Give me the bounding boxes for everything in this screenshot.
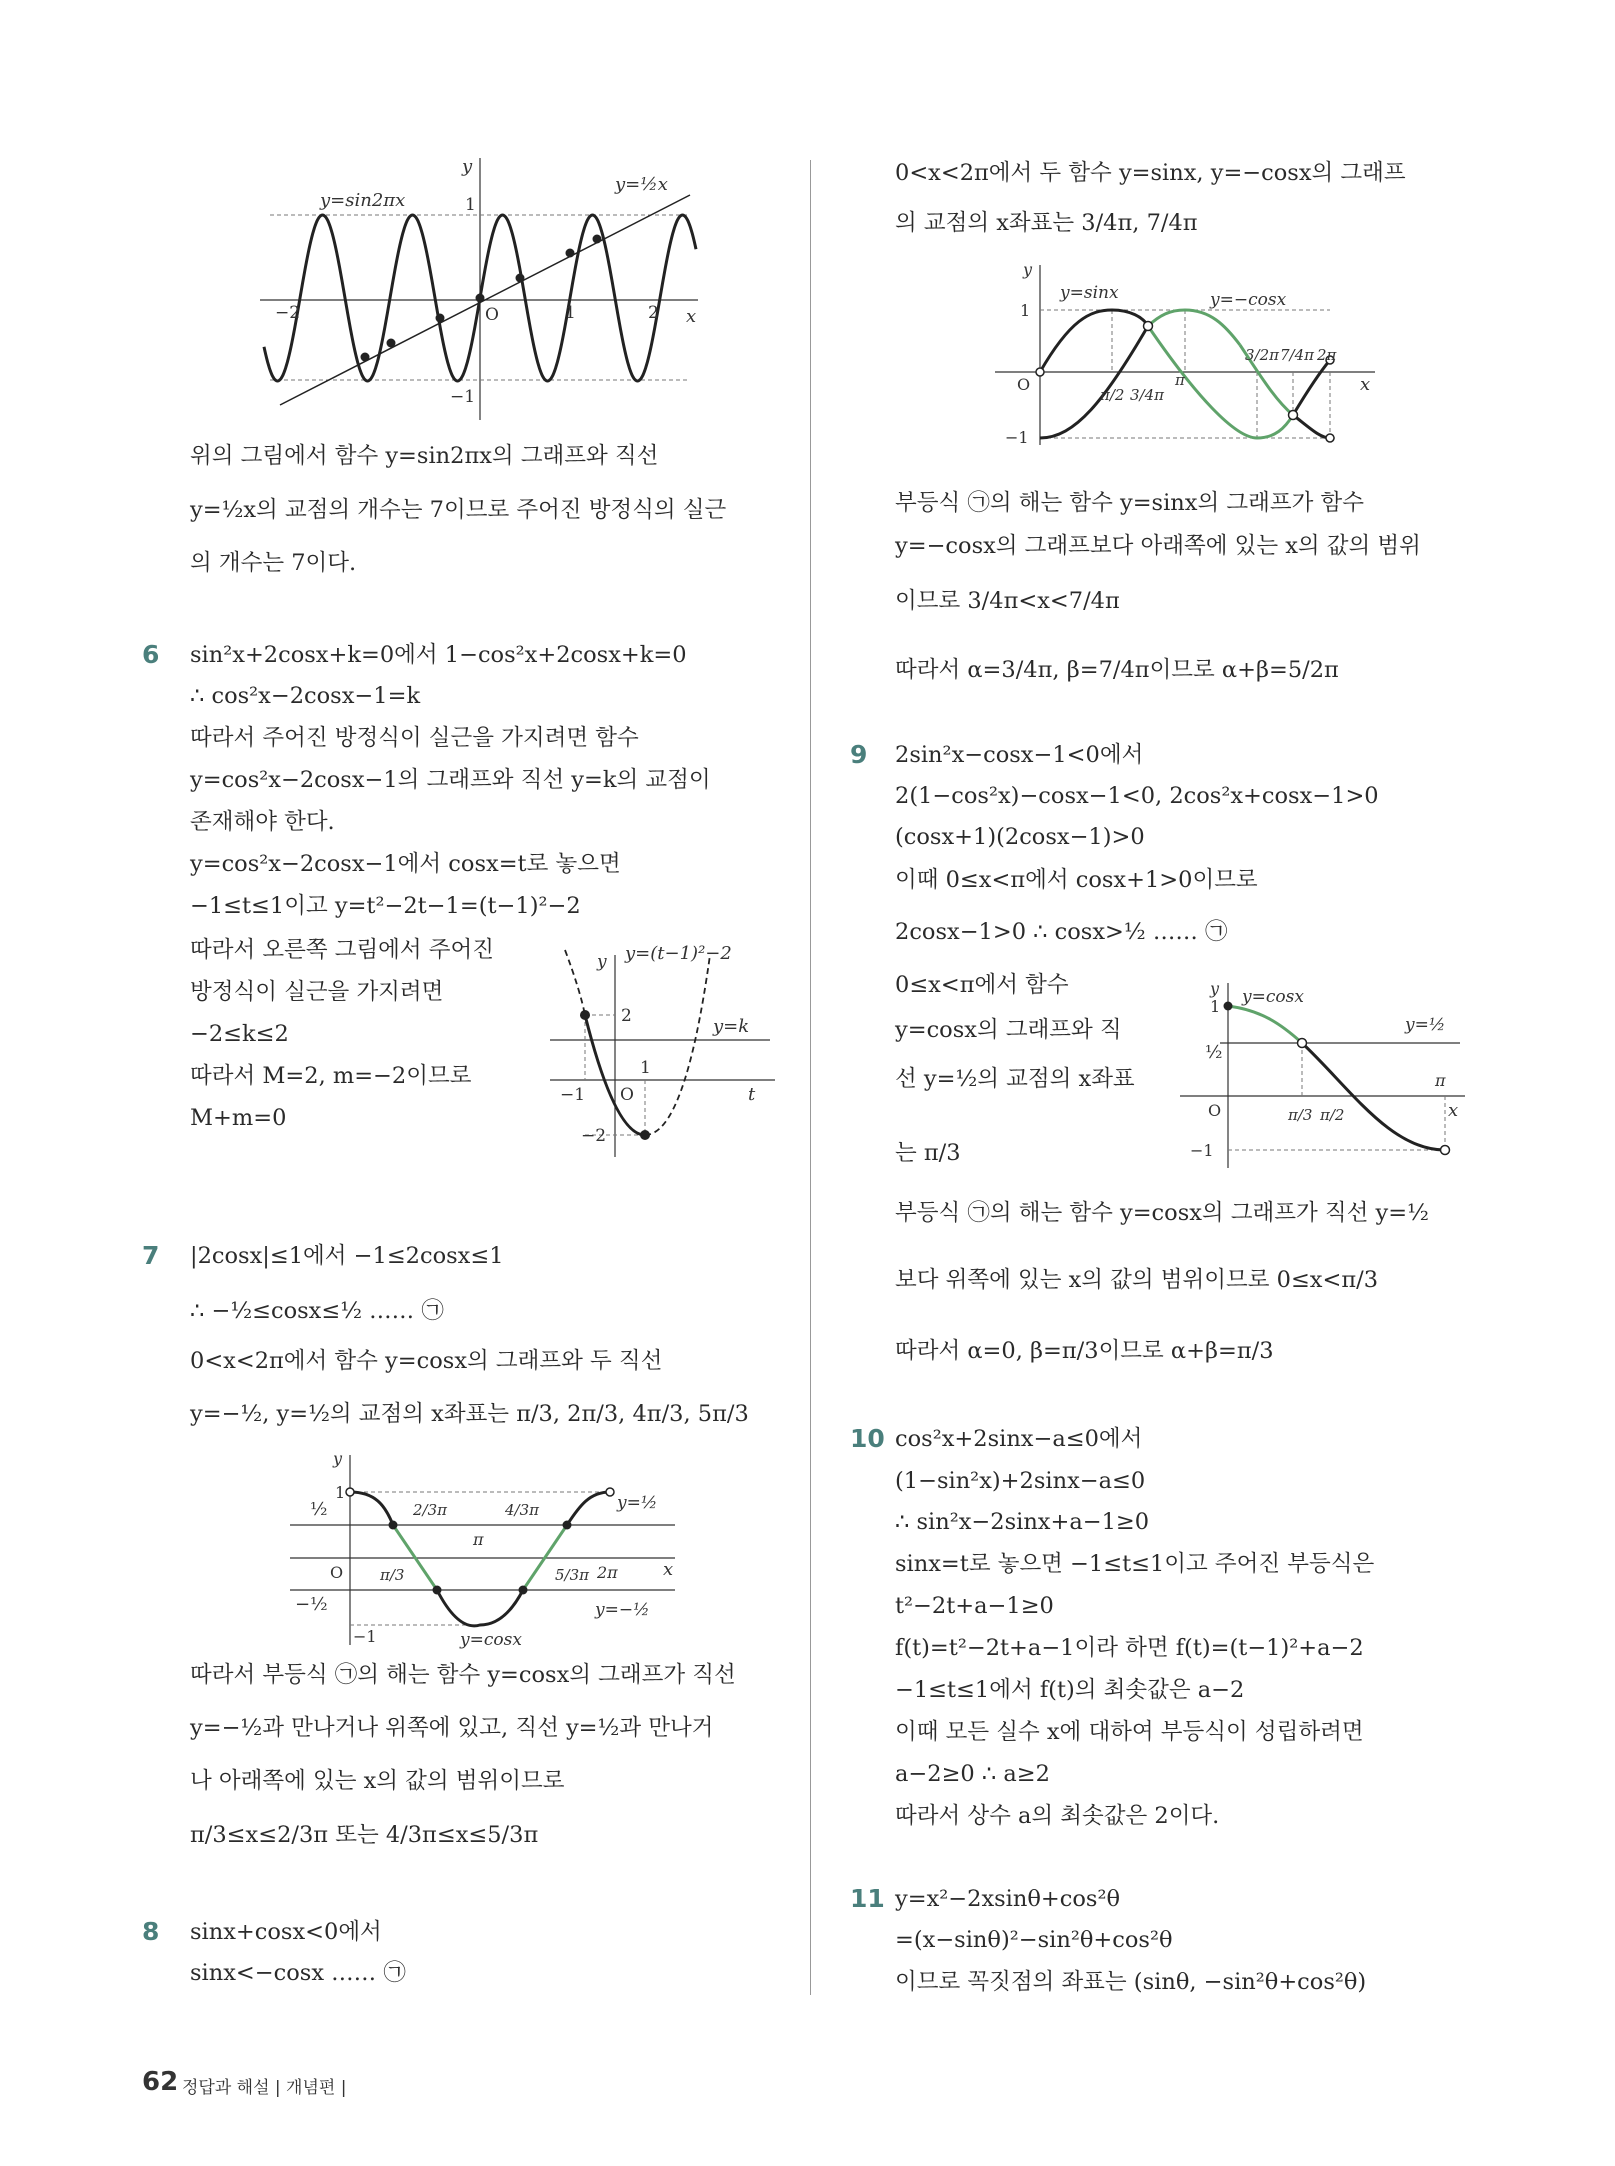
p8-line-2: sinx<−cosx …… ㉠	[190, 1960, 406, 1986]
p10-line-7: −1≤t≤1에서 f(t)의 최솟값은 a−2	[895, 1677, 1245, 1703]
p6-line-10: −2≤k≤2	[190, 1021, 289, 1047]
fig9-o: O	[1208, 1101, 1222, 1120]
p7-line-7: 나 아래쪽에 있는 x의 값의 범위이므로	[190, 1768, 565, 1794]
p8c-line-1: 0<x<2π에서 두 함수 y=sinx, y=−cosx의 그래프	[895, 160, 1406, 186]
p6-line-2: ∴ cos²x−2cosx−1=k	[190, 683, 421, 709]
fig1-x: x	[686, 306, 697, 327]
p6-line-6: y=cos²x−2cosx−1에서 cosx=t로 놓으면	[190, 851, 621, 877]
p9-line-3: (cosx+1)(2cosx−1)>0	[895, 824, 1145, 850]
fig9-y: y	[1210, 979, 1220, 998]
p8-line-1: sinx+cosx<0에서	[190, 1919, 382, 1945]
p6-line-8: 따라서 오른쪽 그림에서 주어진	[190, 937, 495, 963]
p9-line-1: 2sin²x−cosx−1<0에서	[895, 742, 1144, 768]
p9-line-8: 선 y=½의 교점의 x좌표	[895, 1066, 1135, 1092]
fig6-neg-one: −1	[560, 1085, 586, 1105]
figure-sin2pix	[260, 150, 700, 420]
p9-line-4: 이때 0≤x<π에서 cosx+1>0이므로	[895, 867, 1258, 893]
p6-line-1: sin²x+2cosx+k=0에서 1−cos²x+2cosx+k=0	[190, 642, 687, 668]
fig8-y: y	[1023, 260, 1033, 279]
fig9-half: ½	[1205, 1042, 1223, 1063]
footer-text: 정답과 해설 | 개념편 |	[182, 2078, 347, 2098]
p10-line-8: 이때 모든 실수 x에 대하여 부등식이 성립하려면	[895, 1719, 1364, 1745]
problem-8-number: 8	[142, 1917, 160, 1946]
p9-line-6: 0≤x<π에서 함수	[895, 972, 1069, 998]
fig1-x-one: 1	[565, 303, 576, 323]
p7-line-4: y=−½, y=½의 교점의 x좌표는 π/3, 2π/3, 4π/3, 5π/3	[190, 1401, 749, 1427]
fig8-ncos-label: y=−cosx	[1210, 290, 1287, 310]
p8c-line-6: 따라서 α=3/4π, β=7/4π이므로 α+β=5/2π	[895, 657, 1339, 683]
p9-line-11: 보다 위쪽에 있는 x의 값의 범위이므로 0≤x<π/3	[895, 1267, 1379, 1293]
p7-line-2: ∴ −½≤cosx≤½ …… ㉠	[190, 1298, 444, 1324]
fig9-one: 1	[1210, 997, 1221, 1016]
fig6-o: O	[620, 1085, 634, 1105]
problem-7-number: 7	[142, 1241, 160, 1270]
fig8-sin-label: y=sinx	[1060, 283, 1119, 303]
fig7-o: O	[330, 1563, 344, 1582]
p7-line-1: |2cosx|≤1에서 −1≤2cosx≤1	[190, 1243, 504, 1269]
fig1-curve-label: y=sin2πx	[320, 190, 406, 211]
column-divider	[810, 160, 811, 1995]
fig7-x: x	[663, 1559, 674, 1580]
fig6-two: 2	[621, 1006, 632, 1026]
p6-line-7: −1≤t≤1이고 y=t²−2t−1=(t−1)²−2	[190, 893, 581, 919]
figure-sin-ncos	[995, 260, 1385, 450]
problem-11-number: 11	[850, 1884, 885, 1913]
fig9-pi: π	[1435, 1071, 1446, 1090]
fig8-pi2: π/2	[1100, 386, 1125, 404]
fig8-2pi: 2π	[1317, 346, 1337, 364]
fig1-one: 1	[465, 195, 476, 215]
fig9-neg-one: −1	[1190, 1141, 1214, 1160]
p9-line-12: 따라서 α=0, β=π/3이므로 α+β=π/3	[895, 1338, 1274, 1364]
fig1-neg-one: −1	[450, 387, 476, 407]
p8c-line-3: 부등식 ㉠의 해는 함수 y=sinx의 그래프가 함수	[895, 490, 1364, 516]
fig6-neg-two: −2	[581, 1126, 607, 1146]
fig7-neg-half: −½	[295, 1594, 328, 1615]
p11-line-1: y=x²−2xsinθ+cos²θ	[895, 1886, 1121, 1912]
p6-line-9: 방정식이 실근을 가지려면	[190, 979, 444, 1005]
p10-line-9: a−2≥0 ∴ a≥2	[895, 1761, 1050, 1787]
fig9-line: y=½	[1405, 1015, 1446, 1035]
figure-parabola	[545, 935, 785, 1160]
fig9-pi2: π/2	[1320, 1106, 1345, 1124]
fig7-half: ½	[310, 1499, 328, 1520]
p10-line-2: (1−sin²x)+2sinx−a≤0	[895, 1468, 1146, 1494]
p6-line-12: M+m=0	[190, 1105, 287, 1131]
p9-line-2: 2(1−cos²x)−cosx−1<0, 2cos²x+cosx−1>0	[895, 783, 1379, 809]
p7-line-6: y=−½과 만나거나 위쪽에 있고, 직선 y=½과 만나거	[190, 1715, 714, 1741]
problem-9-number: 9	[850, 740, 868, 769]
fig1-y: y	[462, 156, 473, 177]
page-number: 62	[142, 2067, 179, 2097]
fig8-pi32: 3/2π	[1245, 346, 1279, 364]
fig8-one: 1	[1020, 301, 1031, 320]
fig8-x: x	[1360, 374, 1371, 395]
fig6-curve-label: y=(t−1)²−2	[625, 943, 732, 964]
p8c-line-2: 의 교점의 x좌표는 3/4π, 7/4π	[895, 210, 1198, 236]
figure-cos-band	[285, 1450, 685, 1650]
p8c-line-5: 이므로 3/4π<x<7/4π	[895, 588, 1120, 614]
fig1-neg-two: −2	[275, 303, 301, 323]
fig7-y: y	[333, 1450, 343, 1468]
fig8-pi34: 3/4π	[1130, 386, 1164, 404]
fig6-y: y	[597, 952, 607, 972]
p6-line-5: 존재해야 한다.	[190, 809, 335, 835]
p10-line-1: cos²x+2sinx−a≤0에서	[895, 1426, 1143, 1452]
p7-line-8: π/3≤x≤2/3π 또는 4/3π≤x≤5/3π	[190, 1822, 539, 1848]
fig7-neg-one: −1	[353, 1627, 377, 1646]
fig7-pi3: π/3	[380, 1566, 405, 1584]
fig8-o: O	[1017, 375, 1031, 394]
p9-line-7: y=cosx의 그래프와 직	[895, 1017, 1122, 1043]
p5-line-2: y=½x의 교점의 개수는 7이므로 주어진 방정식의 실근	[190, 497, 727, 523]
fig7-pi43: 4/3π	[505, 1501, 539, 1519]
fig9-curve: y=cosx	[1242, 987, 1304, 1007]
p10-line-6: f(t)=t²−2t+a−1이라 하면 f(t)=(t−1)²+a−2	[895, 1635, 1364, 1661]
figure-cos-half	[1180, 978, 1470, 1173]
p9-line-10: 부등식 ㉠의 해는 함수 y=cosx의 그래프가 직선 y=½	[895, 1200, 1429, 1226]
fig7-line-top: y=½	[617, 1493, 658, 1513]
p10-line-4: sinx=t로 놓으면 −1≤t≤1이고 주어진 부등식은	[895, 1551, 1375, 1577]
fig1-two: 2	[648, 303, 659, 323]
p10-line-3: ∴ sin²x−2sinx+a−1≥0	[895, 1509, 1150, 1535]
p7-line-3: 0<x<2π에서 함수 y=cosx의 그래프와 두 직선	[190, 1348, 663, 1374]
p10-line-10: 따라서 상수 a의 최솟값은 2이다.	[895, 1803, 1220, 1829]
p6-line-11: 따라서 M=2, m=−2이므로	[190, 1063, 472, 1089]
fig7-one: 1	[335, 1483, 346, 1502]
p6-line-4: y=cos²x−2cosx−1의 그래프와 직선 y=k의 교점이	[190, 767, 711, 793]
fig6-one: 1	[640, 1058, 651, 1078]
fig9-x: x	[1448, 1100, 1459, 1121]
fig1-o: O	[485, 305, 499, 325]
fig7-pi2: 2π	[597, 1563, 618, 1582]
fig7-pi: π	[473, 1530, 484, 1549]
fig8-pi: π	[1175, 371, 1185, 389]
p5-line-3: 의 개수는 7이다.	[190, 550, 357, 576]
p11-line-2: =(x−sinθ)²−sin²θ+cos²θ	[895, 1927, 1173, 1953]
fig8-pi74: 7/4π	[1280, 346, 1314, 364]
p11-line-3: 이므로 꼭짓점의 좌표는 (sinθ, −sin²θ+cos²θ)	[895, 1969, 1367, 1995]
p5-line-1: 위의 그림에서 함수 y=sin2πx의 그래프와 직선	[190, 443, 659, 469]
p8c-line-4: y=−cosx의 그래프보다 아래쪽에 있는 x의 값의 범위	[895, 533, 1421, 559]
fig6-t: t	[748, 1084, 756, 1105]
p9-line-5: 2cosx−1>0 ∴ cosx>½ …… ㉠	[895, 919, 1228, 945]
fig8-neg-one: −1	[1005, 428, 1029, 447]
fig7-pi23: 2/3π	[413, 1501, 447, 1519]
problem-6-number: 6	[142, 640, 160, 669]
problem-10-number: 10	[850, 1424, 885, 1453]
fig7-pi53: 5/3π	[555, 1566, 589, 1584]
fig1-line-label: y=½x	[615, 174, 668, 195]
p7-line-5: 따라서 부등식 ㉠의 해는 함수 y=cosx의 그래프가 직선	[190, 1662, 736, 1688]
p6-line-3: 따라서 주어진 방정식이 실근을 가지려면 함수	[190, 725, 639, 751]
fig7-curve: y=cosx	[460, 1630, 522, 1650]
fig6-line-label: y=k	[713, 1016, 750, 1037]
p10-line-5: t²−2t+a−1≥0	[895, 1593, 1054, 1619]
fig9-pi3: π/3	[1288, 1106, 1313, 1124]
p9-line-9: 는 π/3	[895, 1140, 961, 1166]
fig7-line-bot: y=−½	[595, 1600, 650, 1620]
